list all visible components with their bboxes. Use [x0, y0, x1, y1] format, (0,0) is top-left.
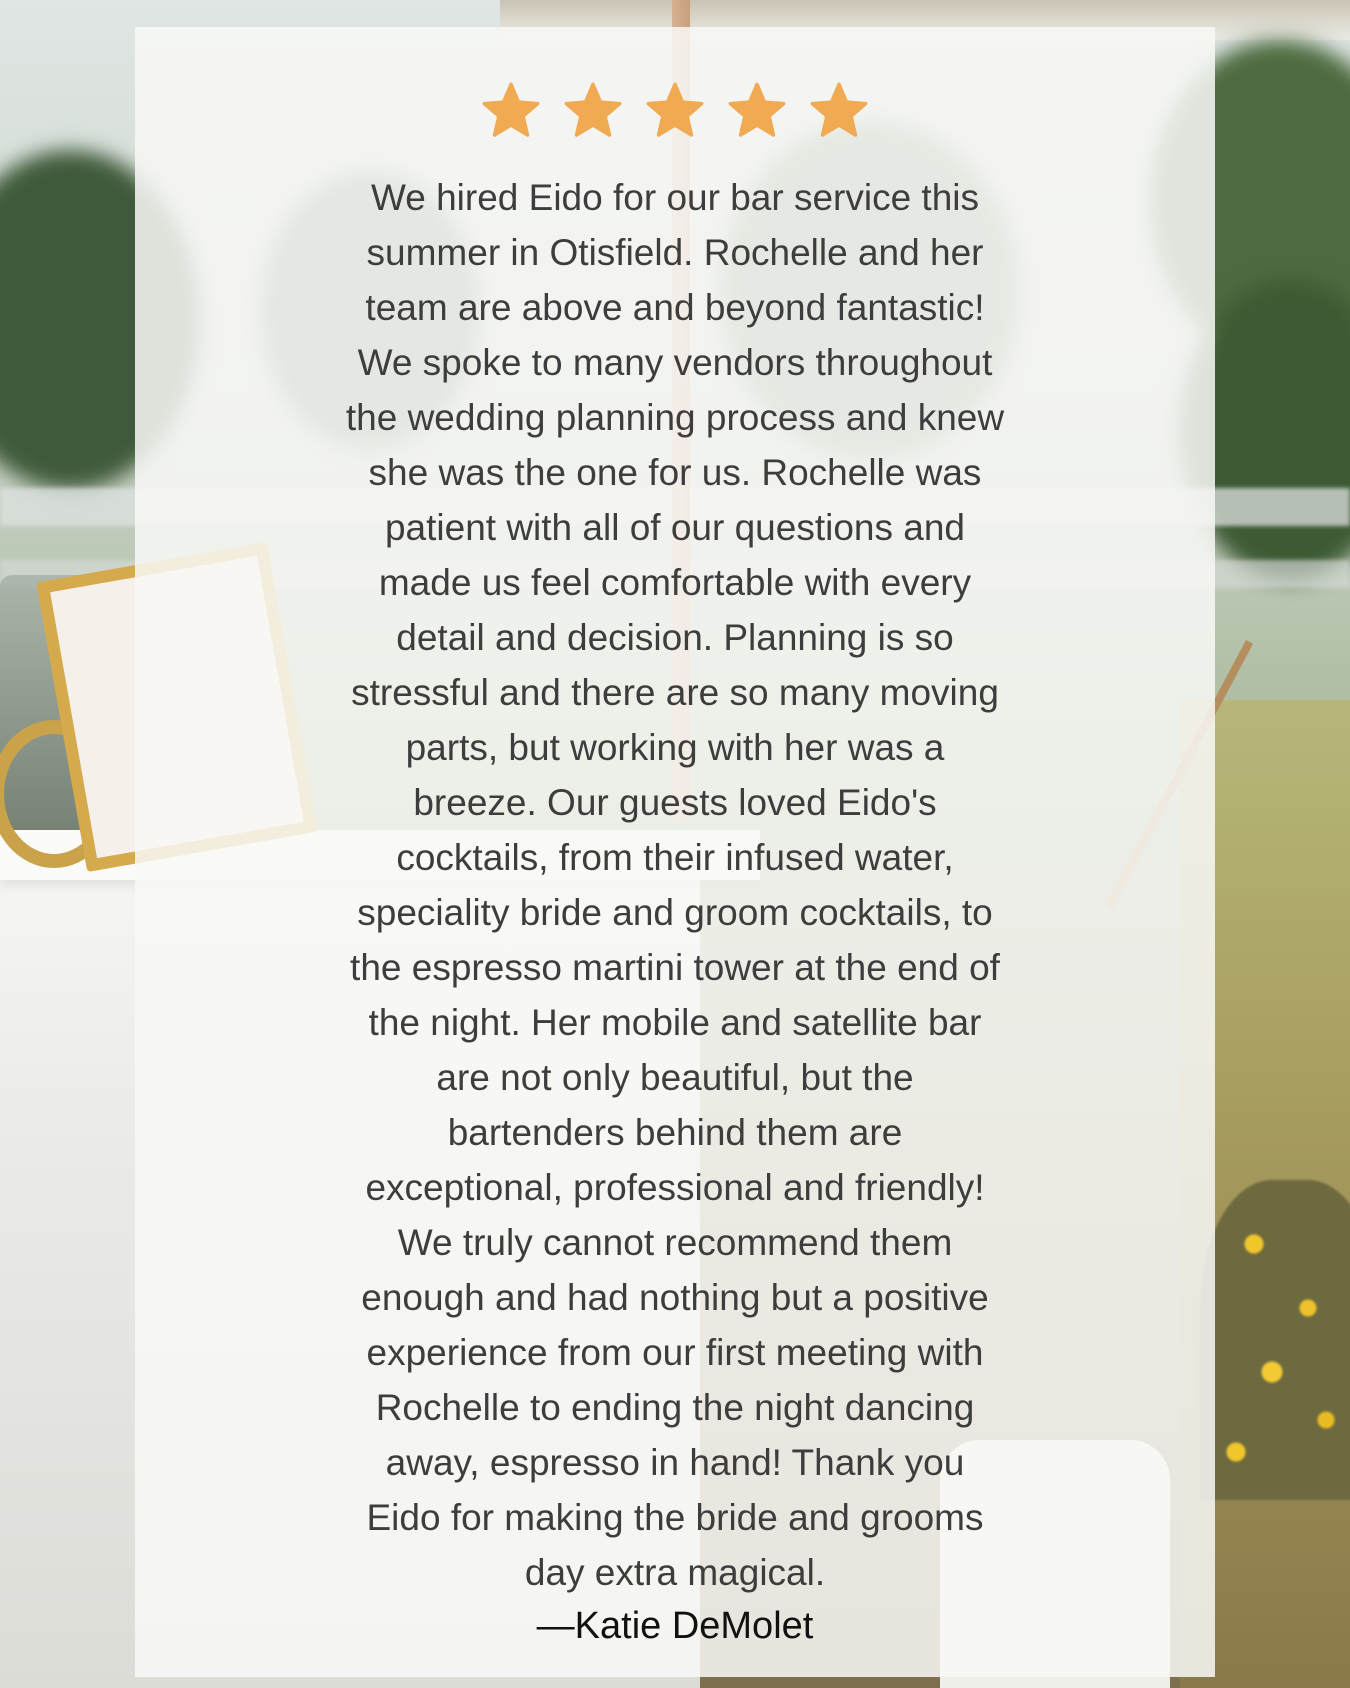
star-icon: [482, 82, 540, 140]
review-line: exceptional, professional and friendly!: [365, 1167, 985, 1208]
review-line: the wedding planning process and knew: [345, 397, 1005, 438]
star-icon: [810, 82, 868, 140]
review-line: parts, but working with her was a: [405, 727, 945, 768]
yellow-flowers: [1200, 1180, 1350, 1500]
review-line: We spoke to many vendors throughout: [357, 342, 993, 383]
star-icon: [564, 82, 622, 140]
star-icon: [728, 82, 786, 140]
review-line: breeze. Our guests loved Eido's: [413, 782, 937, 823]
review-line: away, espresso in hand! Thank you: [385, 1442, 965, 1483]
review-line: We truly cannot recommend them: [397, 1222, 953, 1263]
star-rating: [135, 82, 1215, 140]
review-line: enough and had nothing but a positive: [361, 1277, 989, 1318]
review-author: —Katie DeMolet: [536, 1605, 814, 1647]
review-line: team are above and beyond fantastic!: [365, 287, 985, 328]
review-line: the night. Her mobile and satellite bar: [368, 1002, 982, 1043]
review-line: experience from our first meeting with: [366, 1332, 984, 1373]
review-line: We hired Eido for our bar service this: [370, 177, 980, 218]
review-line: summer in Otisfield. Rochelle and her: [366, 232, 984, 273]
review-line: made us feel comfortable with every: [378, 562, 972, 603]
review-line: she was the one for us. Rochelle was: [368, 452, 982, 493]
review-card: [135, 27, 1215, 1677]
review-line: stressful and there are so many moving: [351, 672, 999, 713]
review-line: day extra magical.: [524, 1552, 826, 1593]
review-line: Rochelle to ending the night dancing: [375, 1387, 975, 1428]
review-line: bartenders behind them are: [447, 1112, 903, 1153]
review-line: are not only beautiful, but the: [436, 1057, 914, 1098]
review-line: Eido for making the bride and grooms: [366, 1497, 984, 1538]
review-line: patient with all of our questions and: [384, 507, 966, 548]
review-line: the espresso martini tower at the end of: [350, 947, 1000, 988]
review-line: speciality bride and groom cocktails, to: [357, 892, 993, 933]
review-text: [175, 170, 1175, 1600]
review-line: cocktails, from their infused water,: [396, 837, 954, 878]
star-icon: [646, 82, 704, 140]
review-line: detail and decision. Planning is so: [396, 617, 954, 658]
